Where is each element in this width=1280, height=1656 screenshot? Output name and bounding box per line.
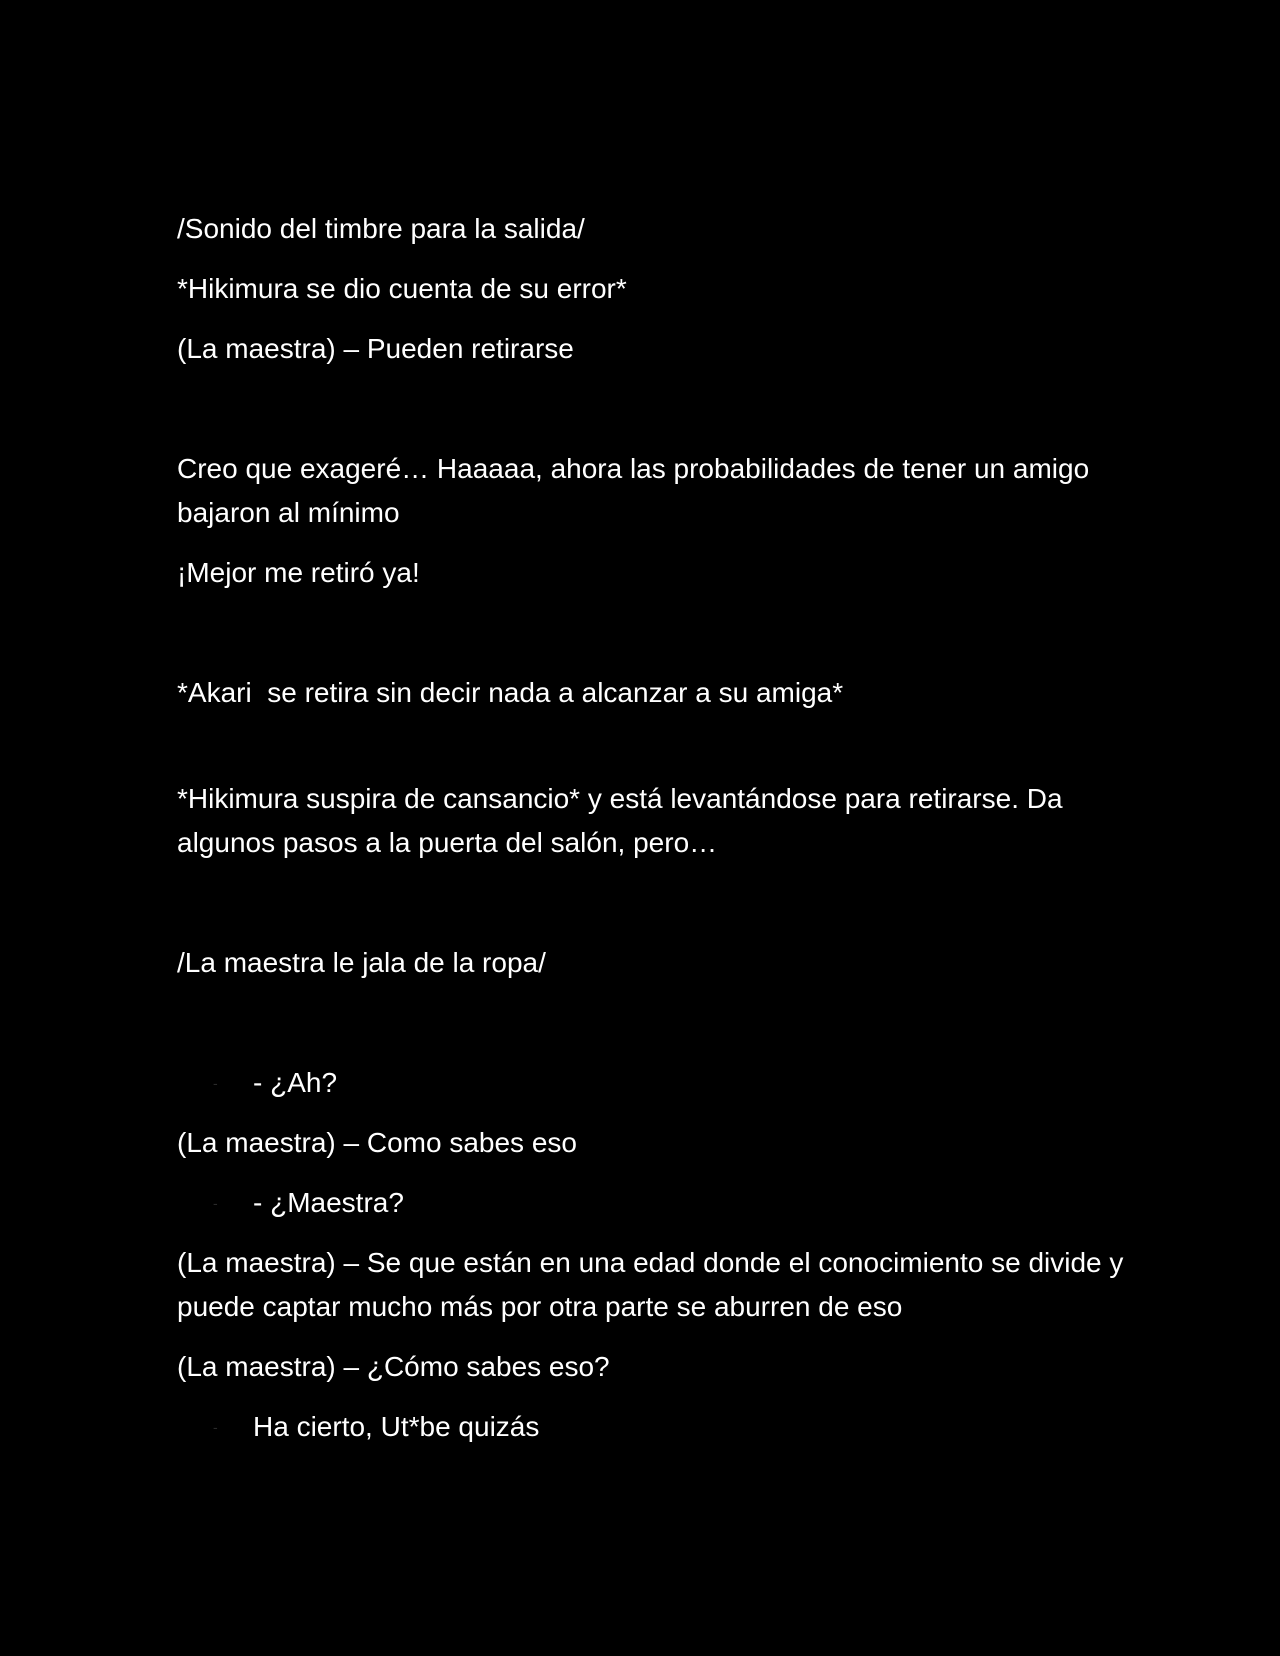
bullet-marker: - [213, 1419, 218, 1435]
text-line-bell-sound: /Sonido del timbre para la salida/ [177, 213, 585, 244]
text-line-akari-leaves: *Akari se retira sin decir nada a alcanzar a su amiga* [177, 677, 844, 708]
bullet-marker: - [213, 1195, 218, 1211]
text-line-teacher-pulls: /La maestra le jala de la ropa/ [177, 947, 546, 978]
text-line-ah-right: Ha cierto, Ut*be quizás [253, 1411, 540, 1442]
text-line-hikimura-sighs: *Hikimura suspira de cansancio* y está levantándose para retirarse. Da algunos pasos a la puerta del salón, pero… [177, 783, 1071, 858]
text-line-exaggerated: Creo que exageré… Haaaaa, ahora las probabilidades de tener un amigo bajaron al mínimo [177, 453, 1097, 528]
text-line-hikimura-error: *Hikimura se dio cuenta de su error* [177, 273, 627, 304]
text-line-teacher-question: - ¿Maestra? [253, 1187, 404, 1218]
text-line-ah: - ¿Ah? [253, 1067, 338, 1098]
text-line-how-you-know: (La maestra) – Como sabes eso [177, 1127, 577, 1158]
text-line-how-do-you-know: (La maestra) – ¿Cómo sabes eso? [177, 1351, 610, 1382]
bullet-marker: - [213, 1075, 218, 1091]
text-line-teacher-dismiss: (La maestra) – Pueden retirarse [177, 333, 574, 364]
text-line-better-leave: ¡Mejor me retiró ya! [177, 557, 420, 588]
text-line-knowledge-age: (La maestra) – Se que están en una edad donde el conocimiento se divide y puede captar mucho más por otra parte se aburren de eso [177, 1247, 1132, 1322]
